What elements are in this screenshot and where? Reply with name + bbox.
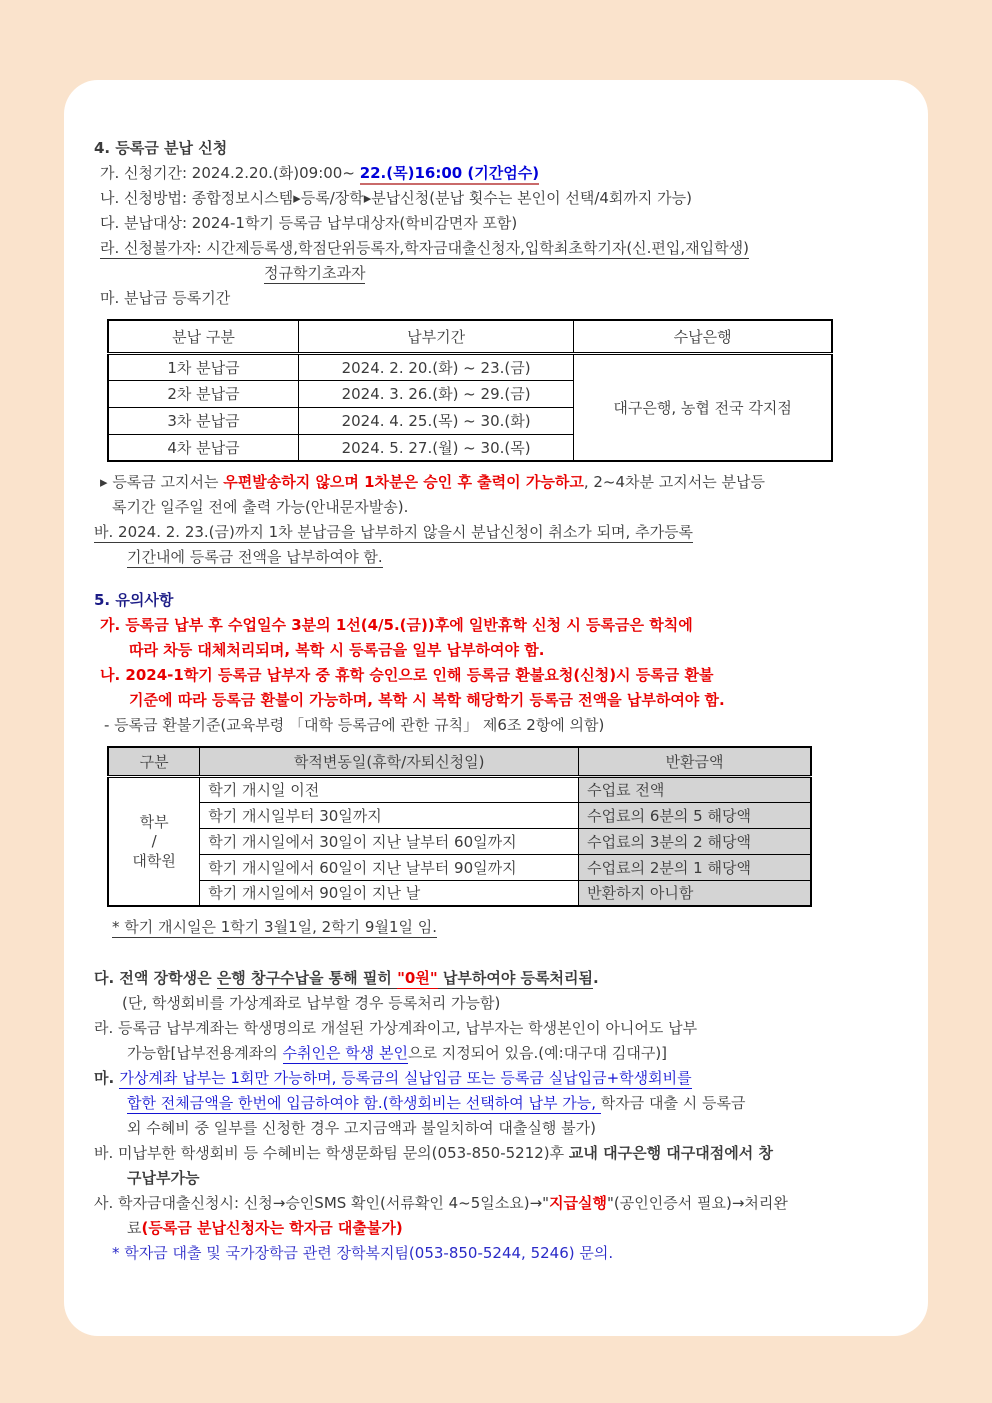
cancel-note-line2 — [94, 545, 900, 570]
virtual-account-link1: 가상계좌 납부는 1회만 가능하며, 등록금의 실납입금 또는 등록금 실납입금+학생회비를 — [119, 1069, 692, 1087]
account-item-line1: 라. 등록금 납부계좌는 학생명의로 개설된 가상계좌이고, 납부자는 학생본인이 아니어도 납부 — [94, 1019, 698, 1037]
category-line2: / — [151, 832, 157, 851]
section4-item-apply-method: 나. 신청방법: 종합정보시스템▸등록/장학▸분납신청(분납 횟수는 본인이 선택/4회까지 가능) — [100, 189, 692, 207]
table-header-row — [108, 320, 832, 353]
refund-event-0: 학기 개시일 이전 — [200, 776, 579, 802]
unpaid-fee-line2: 구납부가능 — [127, 1169, 200, 1187]
refund-amount-0: 수업료 전액 — [579, 776, 811, 802]
installment-schedule-table — [107, 319, 833, 462]
bill-note-pre: 등록금 고지서는 — [112, 473, 224, 491]
account-pre: 가능함[납부전용계좌의 — [127, 1044, 283, 1062]
unpaid-fee-bold1: 교내 대구은행 대구대점에서 창 — [568, 1144, 773, 1162]
loan-item-line1 — [94, 1191, 900, 1216]
installment-4-period: 2024. 5. 27.(월) ~ 30.(목) — [298, 434, 573, 461]
refund-amount-1: 수업료의 6분의 5 해당액 — [579, 802, 811, 828]
section4-item-target: 다. 분납대상: 2024-1학기 등록금 납부대상자(학비감면자 포함) — [100, 214, 518, 232]
category-line3: 대학원 — [132, 852, 176, 871]
ineligible-text: 라. 신청불가자: 시간제등록생,학점단위등록자,학자금대출신청자,입학최초학기자(신.편입,재입학생) — [100, 239, 749, 257]
category-line1: 학부 — [139, 813, 169, 832]
ineligible-cont-text: 정규학기초과자 — [264, 264, 366, 282]
semester-start-text: * 학기 개시일은 1학기 3월1일, 2학기 9월1일 임. — [112, 918, 438, 936]
cancel-note-line1 — [94, 520, 900, 545]
col-header-change-date: 학적변동일(휴학/자퇴신청일) — [200, 747, 579, 776]
section4-title: 4. 등록금 분납 신청 — [94, 139, 228, 157]
table-row — [108, 353, 832, 380]
section4-item-ineligible — [94, 236, 900, 261]
scholarship-period: . — [593, 969, 599, 987]
refund-event-3: 학기 개시일에서 60일이 지난 날부터 90일까지 — [200, 854, 579, 880]
bank-cell: 대구은행, 농협 전국 각지점 — [574, 353, 832, 461]
refund-warning-line1: 나. 2024-1학기 등록금 납부자 중 휴학 승인으로 인해 등록금 환불요청(신청)시 등록금 환불 — [100, 666, 714, 684]
refund-row — [108, 880, 811, 906]
apply-period-text: 가. 신청기간: 2024.2.20.(화)09:00~ — [100, 164, 360, 182]
account-item-line2 — [94, 1041, 900, 1066]
virtual-account-line2 — [94, 1091, 900, 1116]
col-header-installment-type: 분납 구분 — [108, 320, 298, 353]
col-header-refund-amount: 반환금액 — [579, 747, 811, 776]
col-header-payment-period: 납부기간 — [298, 320, 573, 353]
virtual-account-line3: 외 수혜비 중 일부를 신청한 경우 고지금액과 불일치하여 대출실행 불가) — [127, 1119, 596, 1137]
refund-event-2: 학기 개시일에서 30일이 지난 날부터 60일까지 — [200, 828, 579, 854]
scholarship-underline1: 은행 창구수납을 통해 필히 — [216, 969, 398, 987]
installment-3-period: 2024. 4. 25.(목) ~ 30.(화) — [298, 407, 573, 434]
scholarship-underline2: 납부하여야 등록처리됨 — [437, 969, 593, 987]
notice-card — [64, 80, 928, 1336]
category-cell — [108, 776, 200, 906]
account-post: 으로 지정되어 있음.(예:대구대 김대구)] — [408, 1044, 668, 1062]
virtual-account-prefix: 마. — [94, 1069, 120, 1087]
section4-item-ineligible-cont — [94, 261, 900, 286]
leave-warning-line1: 가. 등록금 납부 후 수업일수 3분의 1선(4/5.(금))후에 일반휴학 신청 시 등록금은 학칙에 — [100, 616, 693, 634]
col-header-bank: 수납은행 — [574, 320, 832, 353]
bill-note-line2: 록기간 일주일 전에 출력 가능(안내문자발송). — [112, 498, 409, 516]
loan-item-line2 — [94, 1216, 900, 1241]
installment-1-period: 2024. 2. 20.(화) ~ 23.(금) — [298, 353, 573, 380]
refund-row — [108, 776, 811, 802]
installment-3-label: 3차 분납금 — [108, 407, 298, 434]
section4-item-apply-period — [94, 161, 900, 186]
unpaid-fee-line1 — [94, 1141, 900, 1166]
triangle-bullet-icon: ▸ — [100, 473, 108, 491]
payee-link: 수취인은 학생 본인 — [282, 1044, 408, 1062]
virtual-account-line1 — [94, 1066, 900, 1091]
refund-row — [108, 828, 811, 854]
loan-line2-warning: (등록금 분납신청자는 학자금 대출불가) — [141, 1219, 403, 1237]
refund-event-1: 학기 개시일부터 30일까지 — [200, 802, 579, 828]
scholarship-item-line2: (단, 학생회비를 가상계좌로 납부할 경우 등록처리 가능함) — [122, 994, 501, 1012]
bill-note-line1 — [94, 470, 900, 495]
refund-row — [108, 854, 811, 880]
scholarship-pre: 다. 전액 장학생은 — [94, 969, 217, 987]
virtual-account-link2: 합한 전체금액을 한번에 입금하여야 함.(학생회비는 선택하여 납부 가능, — [127, 1094, 601, 1112]
unpaid-fee-pre: 바. 미납부한 학생회비 등 수혜비는 학생문화팀 문의(053-850-5212)후 — [94, 1144, 569, 1162]
refund-warning-line2: 기준에 따라 등록금 환불이 가능하며, 복학 시 복학 해당학기 등록금 전액을 납부하여야 함. — [129, 691, 725, 709]
installment-2-label: 2차 분납금 — [108, 380, 298, 407]
leave-warning-line2: 따라 차등 대체처리되며, 복학 시 등록금을 일부 납부하여야 함. — [129, 641, 545, 659]
refund-rule-note: - 등록금 환불기준(교육부령 「대학 등록금에 관한 규칙」 제6조 2항에 의함) — [104, 716, 605, 734]
bill-note-post: , 2~4차분 고지서는 분납등 — [583, 473, 765, 491]
loan-execute-emphasis: 지급실행 — [549, 1194, 608, 1212]
semester-start-footnote — [94, 915, 900, 940]
refund-amount-3: 수업료의 2분의 1 해당액 — [579, 854, 811, 880]
cancel-note-text2: 기간내에 등록금 전액을 납부하여야 함. — [127, 548, 383, 566]
refund-amount-4: 반환하지 아니함 — [579, 880, 811, 906]
installment-2-period: 2024. 3. 26.(화) ~ 29.(금) — [298, 380, 573, 407]
refund-table-header-row — [108, 747, 811, 776]
section4-item-installment-period: 마. 분납금 등록기간 — [100, 289, 231, 307]
bill-note-warning: 우편발송하지 않으며 1차분은 승인 후 출력이 가능하고 — [223, 473, 584, 491]
installment-1-label: 1차 분납금 — [108, 353, 298, 380]
refund-row — [108, 802, 811, 828]
col-header-category: 구분 — [108, 747, 200, 776]
scholarship-item-line1 — [94, 966, 900, 991]
cancel-note-text1: 바. 2024. 2. 23.(금)까지 1차 분납금을 납부하지 않을시 분납신청이 취소가 되며, 추가등록 — [94, 523, 694, 541]
refund-criteria-table — [107, 746, 812, 907]
zero-won-emphasis: "0원" — [397, 969, 438, 987]
refund-amount-2: 수업료의 3분의 2 해당액 — [579, 828, 811, 854]
loan-pre: 사. 학자금대출신청시: 신청→승인SMS 확인(서류확인 4~5일소요)→" — [94, 1194, 550, 1212]
loan-line2-plain: 료 — [127, 1219, 142, 1237]
section5-title: 5. 유의사항 — [94, 591, 174, 609]
installment-4-label: 4차 분납금 — [108, 434, 298, 461]
loan-mid: "(공인인증서 필요)→처리완 — [607, 1194, 788, 1212]
deadline-emphasis: 22.(목)16:00 (기간엄수) — [360, 164, 539, 185]
loan-contact-note: * 학자금 대출 및 국가장학금 관련 장학복지팀(053-850-5244, 5246) 문의. — [112, 1244, 614, 1262]
refund-event-4: 학기 개시일에서 90일이 지난 날 — [200, 880, 579, 906]
virtual-account-plain2: 학자금 대출 시 등록금 — [600, 1094, 746, 1112]
